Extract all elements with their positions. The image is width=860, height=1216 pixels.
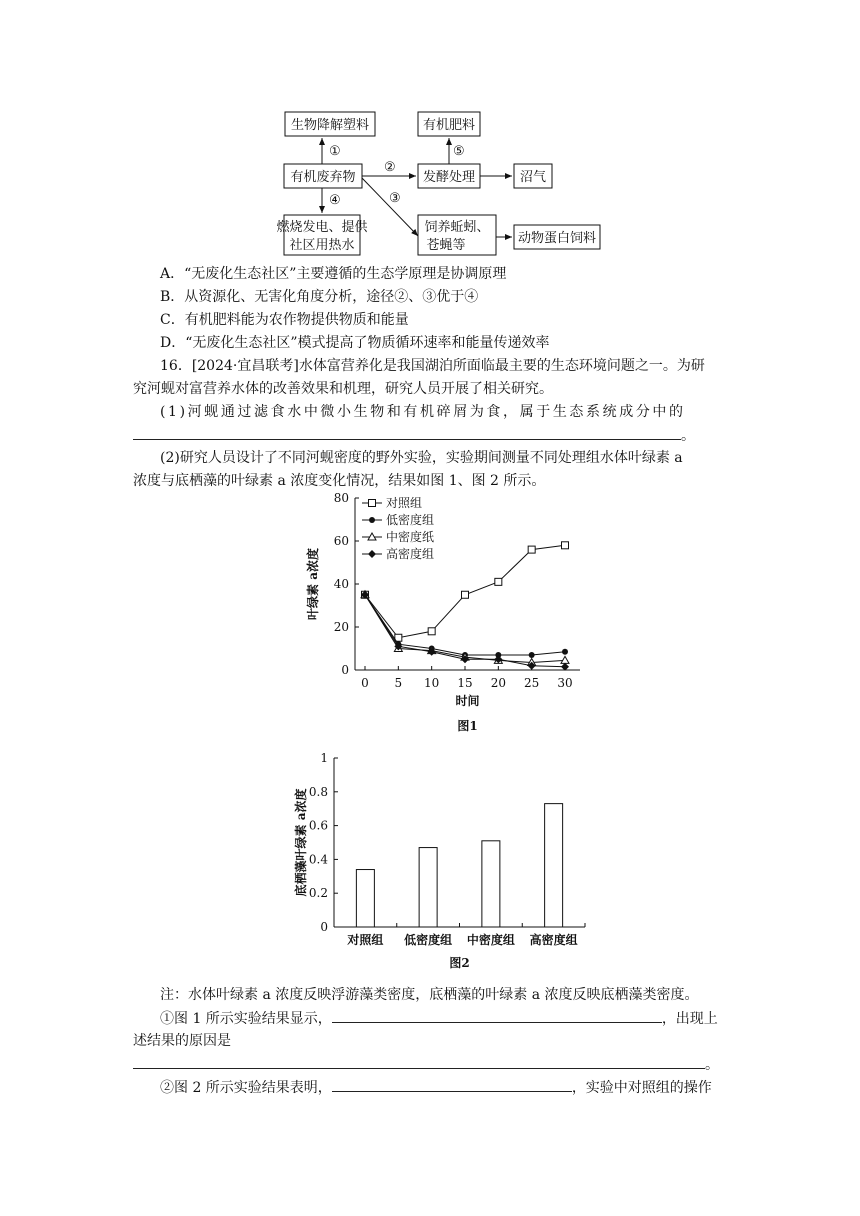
edge-label-1: ① [329,144,341,159]
y-tick-label: 80 [333,491,349,505]
x-tick-label: 5 [394,676,403,690]
data-point [529,652,535,658]
option-a: A．“无废化生态社区”主要遵循的生态学原理是协调原理 [160,266,507,282]
figure-1-caption: 图1 [457,719,478,733]
option-c: C．有机肥料能为农作物提供物质和能量 [160,312,409,328]
edge-label-5: ⑤ [453,144,465,159]
legend-label-1: 对照组 [386,496,423,510]
node-ferment: 发酵处理 [422,170,476,185]
bar-1 [356,870,374,927]
legend-label-4: 高密度组 [386,547,435,561]
y-tick-label: 0.4 [308,852,328,867]
node-feed-line2: 苍蝇等 [426,238,466,253]
answer-blank-3[interactable] [133,1054,705,1069]
legend-marker-1 [369,500,376,507]
x-tick-label: 中密度组 [466,933,515,947]
q16-s1-prefix: ①图 1 所示实验结果显示， [160,1011,332,1027]
y-axis-label: 底栖藻叶绿素 a浓度 [294,788,308,897]
y-tick-label: 20 [333,620,349,634]
data-point [495,578,502,585]
y-tick-label: 0 [341,663,349,677]
legend-marker-4 [368,550,376,558]
q16-intro-line1: 16．[2024·宜昌联考]水体富营养化是我国湖泊所面临最主要的生态环境问题之一。为研 [160,358,705,374]
x-tick-label: 30 [557,676,573,690]
q16-part1-end: 。 [681,428,695,444]
x-tick-label: 25 [524,676,540,690]
answer-blank-2[interactable] [332,1008,662,1023]
data-point [561,656,569,663]
x-tick-label: 对照组 [347,933,384,947]
legend-label-2: 低密度组 [386,513,435,527]
bar-2 [419,848,437,927]
bar-3 [482,841,500,927]
x-tick-label: 低密度组 [404,933,453,947]
y-tick-label: 0.8 [308,784,328,799]
option-b: B．从资源化、无害化角度分析，途径②、③优于④ [160,289,479,305]
figure-1-line-chart [290,486,610,736]
option-d: D．“无废化生态社区”模式提高了物质循环速率和能量传递效率 [160,335,550,351]
flowchart [0,0,860,260]
data-point [428,628,435,635]
figure-2-caption: 图2 [449,956,470,970]
x-tick-label: 0 [361,676,369,690]
data-point [562,542,569,549]
edge-label-3: ③ [389,191,401,206]
figure-2-bar-chart [285,746,615,976]
node-burn-line2: 社区用热水 [289,238,355,253]
node-feed-line1: 饲养蚯蚓、 [424,220,490,235]
q16-intro-line2: 究河蚬对富营养水体的改善效果和机理，研究人员开展了相关研究。 [133,381,553,397]
node-burn-line1: 燃烧发电、提供 [276,220,368,235]
x-tick-label: 10 [424,676,440,690]
q16-part1: (1)河蚬通过滤食水中微小生物和有机碎屑为食，属于生态系统成分中的 [160,404,686,420]
y-tick-label: 0 [320,920,328,934]
data-point [562,649,568,655]
answer-blank-1[interactable] [133,425,681,440]
data-point [528,546,535,553]
y-axis-label: 叶绿素 a浓度 [306,548,320,620]
q16-s2-suffix: ，实验中对照组的操作 [571,1080,712,1096]
node-biogas: 沼气 [519,170,547,185]
x-axis-label: 时间 [455,694,480,708]
q16-s2-prefix: ②图 2 所示实验结果表明， [160,1080,332,1096]
node-waste: 有机废弃物 [290,170,356,185]
x-tick-label: 20 [490,676,506,690]
legend-marker-2 [369,517,375,523]
y-tick-label: 40 [333,577,349,591]
legend-label-3: 中密度纸 [386,530,435,544]
bar-4 [545,804,563,927]
node-fertilizer: 有机肥料 [422,118,476,133]
node-protein: 动物蛋白饲料 [517,231,597,246]
data-point [462,591,469,598]
x-tick-label: 高密度组 [529,933,578,947]
q16-s1-line2: 述结果的原因是 [133,1033,231,1049]
q16-s1-end: 。 [705,1057,719,1073]
edge-label-2: ② [384,160,396,175]
y-tick-label: 1 [320,751,328,765]
x-tick-label: 15 [457,676,473,690]
q16-part2-line1: (2)研究人员设计了不同河蚬密度的野外实验，实验期间测量不同处理组水体叶绿素 a [160,450,683,466]
q16-part2-line2: 浓度与底栖藻的叶绿素 a 浓度变化情况，结果如图 1、图 2 所示。 [133,473,546,489]
node-bioplastic: 生物降解塑料 [290,118,370,133]
q16-s1-suffix: ，出现上 [661,1011,718,1027]
figure-note: 注：水体叶绿素 a 浓度反映浮游藻类密度，底栖藻的叶绿素 a 浓度反映底栖藻类密度。 [160,987,699,1003]
y-tick-label: 0.6 [308,818,328,833]
edge-label-4: ④ [329,193,341,208]
y-tick-label: 60 [333,534,349,548]
answer-blank-4[interactable] [332,1077,572,1092]
y-tick-label: 0.2 [308,886,328,901]
